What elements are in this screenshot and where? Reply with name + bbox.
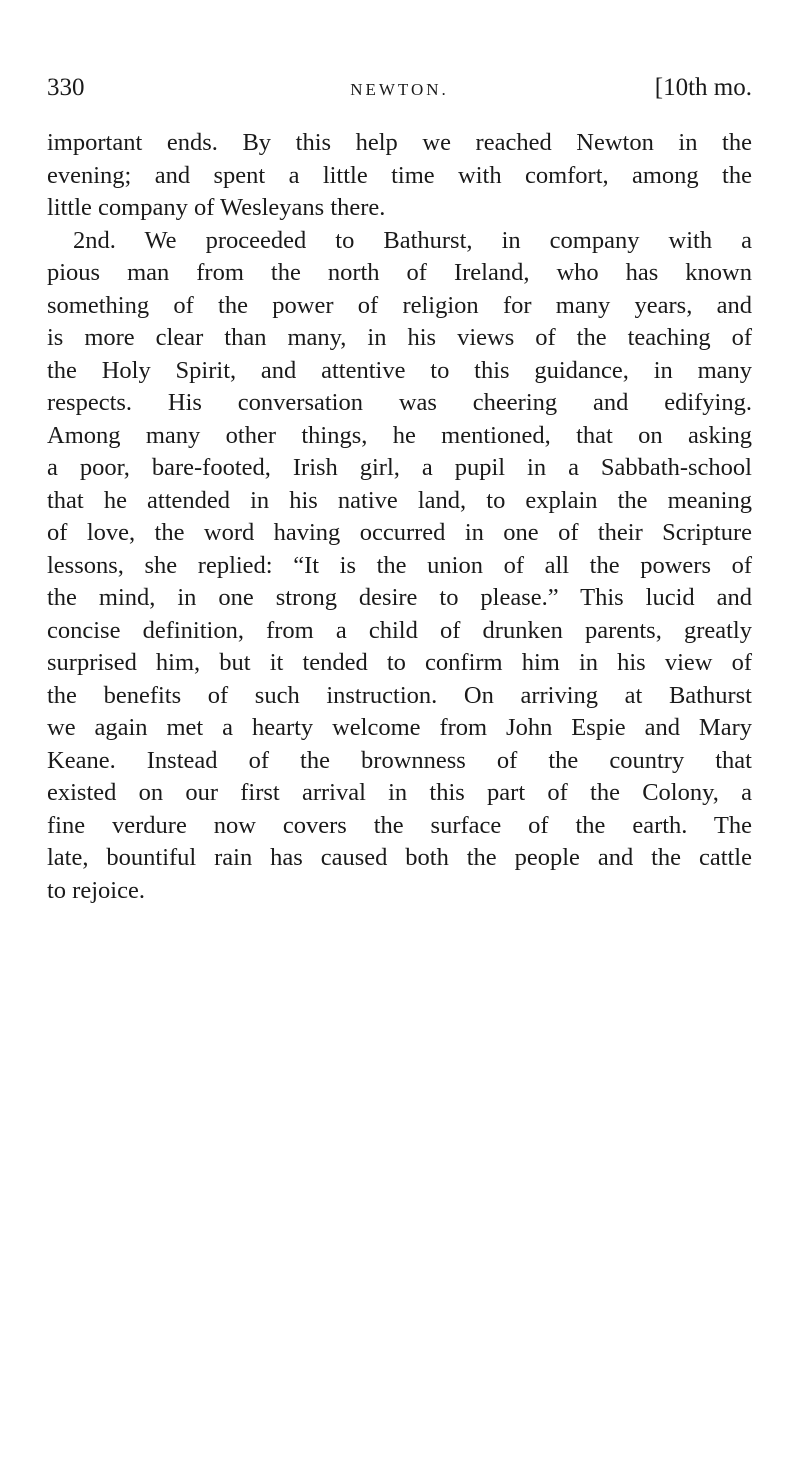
text-line: a poor, bare-footed, Irish girl, a pupil in a Sabbath-school xyxy=(47,454,752,481)
paragraph-1 xyxy=(47,127,752,225)
text-line: is more clear than many, in his views of the teaching of xyxy=(47,324,752,351)
text-line: surprised him, but it tended to confirm him in his view of xyxy=(47,649,752,676)
paragraph-2 xyxy=(47,225,752,908)
text-line: 2nd. We proceeded to Bathurst, in company with a xyxy=(73,226,752,254)
text-line: the mind, in one strong desire to please.” This lucid and xyxy=(47,584,752,611)
text-line: existed on our first arrival in this part of the Colony, a xyxy=(47,779,752,806)
text-line: important ends. By this help we reached Newton in the xyxy=(47,129,752,156)
body-text xyxy=(47,127,752,907)
text-line: that he attended in his native land, to explain the meaning xyxy=(47,486,752,514)
page-number: 330 xyxy=(47,74,85,101)
text-line: respects. His conversation was cheering and edifying. xyxy=(47,389,752,416)
running-head xyxy=(47,70,752,110)
text-line: we again met a hearty welcome from John Espie and Mary xyxy=(47,714,752,741)
section-title: NEWTON. xyxy=(350,80,449,99)
text-line: fine verdure now covers the surface of the earth. The xyxy=(47,811,752,839)
text-line: the benefits of such instruction. On arriving at Bathurst xyxy=(47,681,752,709)
month-marker: [10th mo. xyxy=(654,74,752,101)
text-line: concise definition, from a child of drunken parents, greatly xyxy=(47,616,752,644)
text-line: to rejoice. xyxy=(47,876,145,904)
text-line: pious man from the north of Ireland, who has known xyxy=(47,259,752,286)
text-line: late, bountiful rain has caused both the people and the cattle xyxy=(47,844,752,871)
text-line: Keane. Instead of the brownness of the country that xyxy=(47,746,752,774)
text-line: lessons, she replied: “It is the union of all the powers of xyxy=(47,551,752,579)
text-line: the Holy Spirit, and attentive to this guidance, in many xyxy=(47,356,752,384)
text-line: little company of Wesleyans there. xyxy=(47,194,386,221)
text-line: evening; and spent a little time with comfort, among the xyxy=(47,161,752,189)
text-line: of love, the word having occurred in one of their Scripture xyxy=(47,519,752,546)
text-line: something of the power of religion for many years, and xyxy=(47,291,752,319)
text-line: Among many other things, he mentioned, that on asking xyxy=(47,421,752,449)
